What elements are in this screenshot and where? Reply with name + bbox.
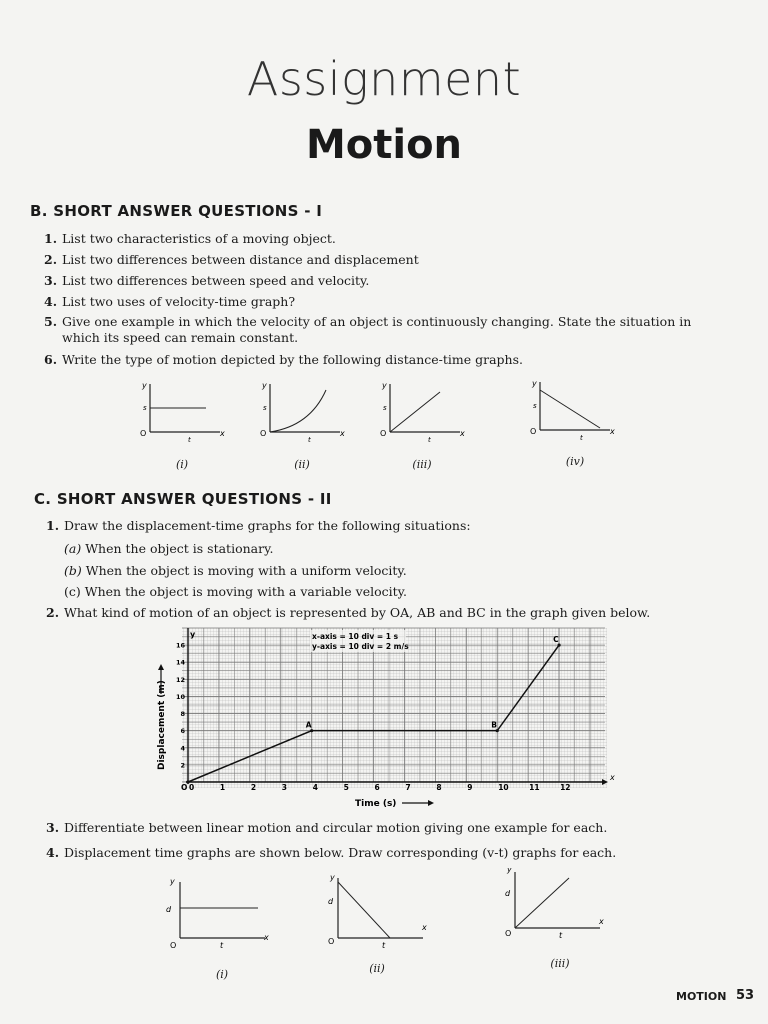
sub-text: When the object is moving with a uniform velocity.	[85, 563, 407, 578]
question-text: List two differences between speed and velocity.	[62, 273, 370, 288]
question-c1	[46, 518, 746, 534]
caption2-i: (i)	[215, 968, 229, 981]
d-label: d	[328, 897, 334, 906]
question-text: Displacement time graphs are shown below. Draw corresponding (v-t) graphs for each.	[64, 845, 617, 860]
y-tick-label: 4	[180, 744, 185, 753]
chapter-title: Motion	[305, 122, 463, 168]
s-label: s	[383, 404, 387, 412]
t-label: t	[382, 941, 386, 950]
x-tick-label: 11	[529, 783, 540, 792]
origin-label: O	[530, 427, 537, 436]
graph-line	[390, 392, 440, 432]
question-number: 2.	[46, 605, 60, 620]
graph-line	[515, 878, 569, 928]
x-label: x	[340, 429, 345, 438]
t-label: t	[220, 941, 224, 950]
y-label: y	[382, 381, 387, 390]
y-tick-label: 12	[175, 675, 185, 684]
x-tick-label: 7	[405, 783, 411, 792]
question-text: List two differences between distance and displacement	[62, 252, 419, 267]
origin-label: O	[140, 429, 147, 438]
x-label: x	[610, 427, 615, 436]
t-label: t	[580, 434, 583, 442]
sub-label: (b)	[64, 563, 82, 578]
displacement-time-chart	[150, 622, 620, 812]
s-label: s	[533, 402, 537, 410]
caption-iv: (iv)	[565, 455, 585, 468]
x-tick-label: 9	[467, 783, 473, 792]
question-text: What kind of motion of an object is represented by OA, AB and BC in the graph given below.	[64, 605, 651, 620]
y-axis-title: Displacement (m)	[157, 680, 167, 770]
caption2-iii: (iii)	[550, 957, 570, 970]
graph-iii	[380, 381, 465, 442]
x-tick-label: 5	[343, 783, 349, 792]
x-tick-label: 10	[498, 783, 509, 792]
d-label: d	[166, 905, 172, 914]
x-tick-label: 8	[436, 783, 442, 792]
origin-label: O	[181, 783, 188, 792]
distance-time-graphs	[120, 376, 640, 442]
graph2-ii	[328, 873, 427, 950]
graph-line	[540, 390, 600, 428]
y-label: y	[507, 868, 512, 874]
y-label: y	[170, 877, 175, 886]
question-text: Give one example in which the velocity of an object is continuously changing. State the situation in	[62, 314, 692, 329]
question-number: 4.	[46, 845, 60, 860]
t-label: t	[428, 436, 431, 442]
graph-curve	[270, 390, 326, 432]
sub-label: (c)	[64, 584, 81, 599]
y-tick-label: 6	[180, 727, 185, 736]
x-tick-label: 3	[281, 783, 287, 792]
displacement-time-graphs	[140, 868, 620, 952]
origin-label: O	[380, 429, 387, 438]
origin-label: O	[505, 929, 512, 938]
subquestion-a	[64, 541, 273, 557]
x-tick-label: 12	[560, 783, 571, 792]
question-number: 2.	[44, 252, 58, 267]
scale-note-y: y-axis = 10 div = 2 m/s	[312, 642, 409, 651]
t-label: t	[188, 436, 191, 442]
page-title: Assignment	[246, 52, 522, 106]
question-text: List two characteristics of a moving object.	[62, 231, 336, 246]
question-text: Differentiate between linear motion and circular motion giving one example for each.	[64, 820, 608, 835]
x-axis-title: Time (s)	[355, 799, 397, 809]
x-tick-label: 2	[250, 783, 257, 792]
x-label: x	[599, 917, 604, 926]
graph2-i	[166, 877, 269, 950]
t-label: t	[308, 436, 311, 442]
x-tick-label: 6	[374, 783, 380, 792]
section-b-heading: B. SHORT ANSWER QUESTIONS - I	[30, 202, 323, 220]
x-tick-label: 1	[219, 783, 226, 792]
question-b2	[44, 252, 744, 268]
caption-i: (i)	[175, 458, 189, 471]
y-label: y	[262, 381, 267, 390]
question-c4	[46, 845, 746, 861]
question-number: 1.	[44, 231, 58, 246]
question-c3	[46, 820, 746, 836]
origin-label: O	[260, 429, 267, 438]
x-label: x	[460, 429, 465, 438]
question-number: 4.	[44, 294, 58, 309]
question-number: 1.	[46, 518, 60, 533]
section-c-heading: C. SHORT ANSWER QUESTIONS - II	[34, 490, 332, 508]
point-label: A	[305, 720, 312, 730]
question-b4	[44, 294, 744, 310]
t-label: t	[559, 931, 563, 940]
question-number: 5.	[44, 314, 58, 329]
axis-x-letter: x	[610, 773, 615, 782]
question-text: Write the type of motion depicted by the following distance-time graphs.	[62, 352, 523, 367]
caption-iii: (iii)	[412, 458, 432, 471]
y-tick-label: 8	[180, 710, 185, 719]
graph-ii	[260, 381, 345, 442]
question-b5-continued: which its speed can remain constant.	[62, 330, 299, 345]
subquestion-c	[64, 584, 407, 600]
sub-label: (a)	[64, 541, 82, 556]
x-label: x	[264, 933, 269, 942]
graph-line	[338, 882, 390, 938]
y-tick-label: 14	[175, 658, 185, 667]
y-label: y	[532, 379, 537, 388]
sub-text: When the object is stationary.	[85, 541, 274, 556]
question-b1	[44, 231, 744, 247]
point-label: C	[553, 635, 559, 645]
axis-y-letter: y	[190, 630, 196, 639]
point-label: B	[491, 720, 497, 730]
x-tick-label: 4	[312, 783, 318, 792]
question-b6	[44, 352, 744, 368]
y-label: y	[330, 873, 335, 882]
y-tick-label: 2	[180, 761, 185, 770]
s-label: s	[143, 404, 147, 412]
scale-notes	[310, 630, 409, 652]
question-b3	[44, 273, 744, 289]
sub-text: When the object is moving with a variable velocity.	[84, 584, 408, 599]
footer-chapter: MOTION	[676, 990, 727, 1003]
question-number: 3.	[46, 820, 60, 835]
footer-page-number: 53	[736, 988, 755, 1003]
x-tick-label: 0	[189, 783, 195, 792]
origin-label: O	[328, 937, 335, 946]
scale-note-x: x-axis = 10 div = 1 s	[312, 632, 399, 641]
x-label: x	[422, 923, 427, 932]
graph2-iii	[505, 868, 604, 940]
x-axis-arrow-icon	[402, 800, 434, 806]
origin-label: O	[170, 941, 177, 950]
subquestion-b	[64, 563, 407, 579]
question-text: Draw the displacement-time graphs for the following situations:	[64, 518, 471, 533]
question-c2	[46, 605, 746, 621]
y-tick-label: 16	[175, 641, 185, 650]
caption2-ii: (ii)	[369, 962, 385, 975]
graph-iv	[530, 379, 615, 442]
graph-i	[140, 381, 225, 442]
question-number: 6.	[44, 352, 58, 367]
s-label: s	[263, 404, 267, 412]
d-label: d	[505, 889, 511, 898]
y-tick-label: 10	[175, 692, 185, 701]
y-label: y	[142, 381, 147, 390]
question-number: 3.	[44, 273, 58, 288]
question-b5	[44, 314, 744, 330]
x-label: x	[220, 429, 225, 438]
caption-ii: (ii)	[294, 458, 310, 471]
question-text: List two uses of velocity-time graph?	[62, 294, 296, 309]
